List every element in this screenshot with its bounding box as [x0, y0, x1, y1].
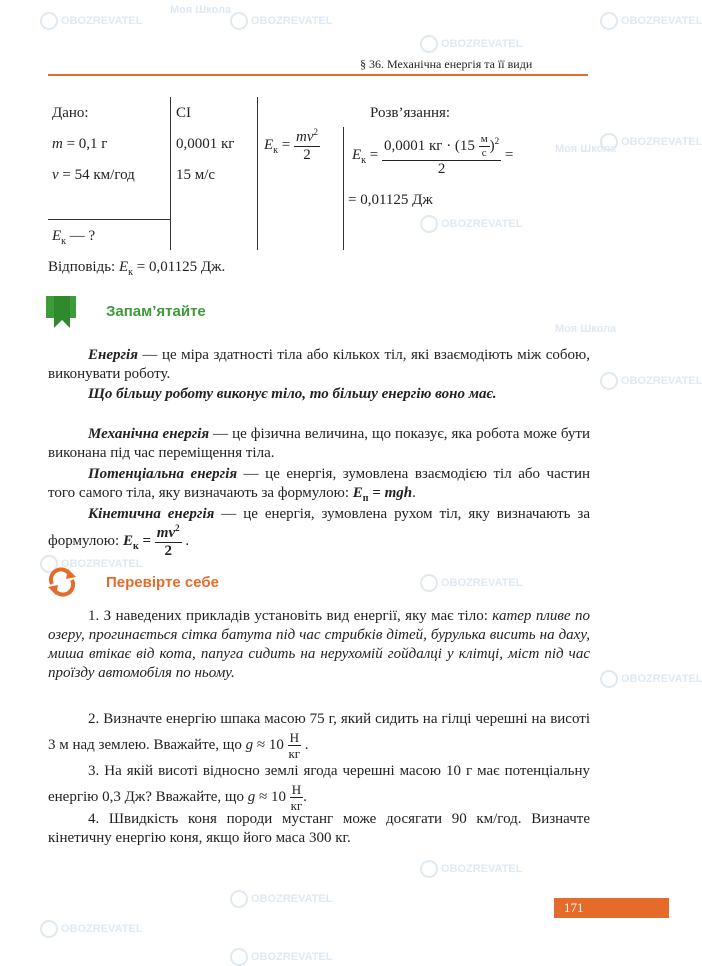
watermark: OBOZREVATEL	[420, 215, 522, 233]
question-1: 1. З наведених прикладів установіть вид енергії, яку має тіло: катер пливе по озеру, прогинається сітка батута під час стрибків дітей, бурулька висить на даху, миша втікає від кота, папуга сидить на нерухомій гойдалці у клітці, міст під час проїзду автомобіля по ньому.	[48, 608, 590, 681]
watermark: OBOZREVATEL	[230, 948, 332, 966]
watermark: OBOZREVATEL	[420, 35, 522, 53]
question-4: 4. Швидкість коня породи мустанг може досягати 90 км/год. Визначте кінетичну енергію коня, якщо його маса 300 кг.	[48, 811, 590, 846]
watermark: OBOZREVATEL	[420, 574, 522, 592]
definition-energy: Енергія — це міра здатності тіла або кількох тіл, які взаємодіють між собою, виконувати роботу.	[48, 347, 590, 382]
watermark: OBOZREVATEL	[40, 920, 142, 938]
definition-mechanical-energy: Механічна енергія — це фізична величина, що показує, яка робота може бути виконана під час переміщення тіла.	[48, 426, 590, 461]
solution-result: = 0,01125 Дж	[348, 192, 433, 208]
watermark: Моя Школа	[170, 4, 232, 16]
page-number: 171	[554, 898, 669, 918]
given-mass: m = 0,1 г	[52, 136, 108, 152]
si-speed: 15 м/с	[176, 167, 216, 183]
definition-potential-energy: Потенціальна енергія — це енергія, зумовлена взаємодією тіл або частин того самого тіла, яку визначають за формулою: $E_п$ = mgh.	[48, 466, 590, 504]
solution-calculation: $E_к$ = 0,0001 кг · (15 $\frac{м}{с}$ )$^2$ 2 =	[352, 133, 514, 177]
column-divider	[257, 97, 258, 250]
watermark: OBOZREVATEL	[600, 133, 702, 151]
watermark: OBOZREVATEL	[600, 372, 702, 390]
header-divider	[48, 74, 588, 76]
si-label: СІ	[176, 105, 191, 121]
watermark: OBOZREVATEL	[600, 12, 702, 30]
remember-title: Запам’ятайте	[106, 303, 206, 320]
watermark: OBOZREVATEL	[600, 670, 702, 688]
book-icon	[40, 294, 82, 330]
watermark: OBOZREVATEL	[230, 890, 332, 908]
si-mass: 0,0001 кг	[176, 136, 235, 152]
watermark: OBOZREVATEL	[40, 12, 142, 30]
definition-kinetic-energy: Кінетична енергія — це енергія, зумовлена рухом тіл, яку визначають за формулою: $E_к$ = $\frac{mv^2}{2}$ .	[48, 506, 590, 559]
watermark: OBOZREVATEL	[230, 12, 332, 30]
given-speed: v = 54 км/год	[52, 167, 135, 183]
rule-work-energy: Що більшу роботу виконує тіло, то більшу енергію воно має.	[88, 386, 497, 402]
check-title: Перевірте себе	[106, 574, 219, 591]
kinetic-formula: $E_к$ = $\frac{mv^2}{2}$	[264, 127, 318, 163]
question-3: 3. На якій висоті відносно землі ягода черешні масою 10 г має потенціальну енергію 0,3 Дж? Вважайте, що g ≈ 10 $\frac{Н}{кг}$ .	[48, 763, 590, 813]
watermark: OBOZREVATEL	[420, 860, 522, 878]
refresh-icon	[44, 566, 80, 598]
solution-label: Розв’язання:	[370, 105, 451, 121]
question-2: 2. Визначте енергію шпака масою 75 г, який сидить на гілці черешні на висоті 3 м над землею. Вважайте, що g ≈ 10 $\frac{Н}{кг}$ .	[48, 711, 590, 761]
watermark: Моя Школа	[555, 143, 617, 155]
column-divider	[170, 97, 171, 250]
given-label: Дано:	[52, 105, 89, 121]
answer: Відповідь: $E_к = 0,01125$ Дж.	[48, 259, 226, 278]
find-quantity: $E_к$ — ?	[52, 228, 96, 247]
column-divider	[343, 127, 344, 250]
section-header: § 36. Механічна енергія та її види	[360, 57, 533, 71]
watermark: OBOZREVATEL	[40, 555, 142, 573]
watermark: Моя Школа	[555, 323, 617, 335]
given-divider	[48, 219, 170, 220]
